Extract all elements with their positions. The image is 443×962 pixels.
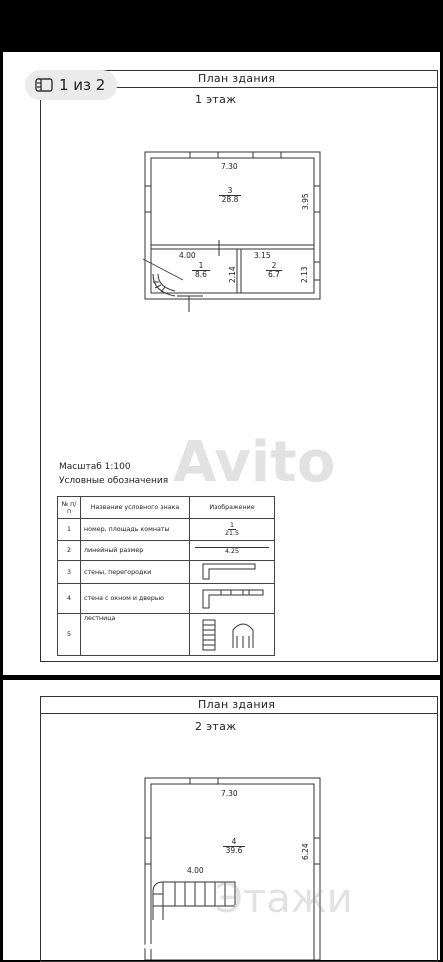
dim-room1-height: 2.14 xyxy=(228,266,237,283)
wall-window-door-symbol xyxy=(193,586,267,610)
wall-symbol xyxy=(193,562,263,580)
etagi-watermark: Этажи xyxy=(215,876,353,922)
photo-counter-text: 1 из 2 xyxy=(59,76,106,94)
avito-watermark: Avito xyxy=(173,430,336,495)
dim-stair-width: 4.00 xyxy=(187,866,204,875)
legend-row-image xyxy=(190,614,275,656)
room-label-1 xyxy=(192,262,210,278)
floor-label: 2 этаж xyxy=(195,720,237,733)
room-label-2 xyxy=(266,262,282,278)
dim-room2-height: 2.13 xyxy=(300,266,309,283)
home-indicator[interactable] xyxy=(144,944,299,949)
legend-row-name: номер, площадь комнаты xyxy=(81,519,190,541)
legend-title: Условные обозначения xyxy=(59,476,169,486)
room-number: 1 xyxy=(192,262,210,271)
room-label-4 xyxy=(223,838,245,854)
legend-row-name: лестница xyxy=(81,614,190,656)
legend-row xyxy=(58,541,275,561)
room-number: 3 xyxy=(219,187,241,196)
legend-row-name: стена с окном и дверью xyxy=(81,584,190,614)
legend-row xyxy=(58,561,275,584)
legend-row xyxy=(58,614,275,656)
dim-top: 7.30 xyxy=(221,789,238,798)
dim-room1-width: 4.00 xyxy=(179,251,196,260)
legend-col-image: Изображение xyxy=(190,497,275,519)
legend-row-no: 2 xyxy=(58,541,81,561)
scale-label: Масштаб 1:100 xyxy=(59,462,131,472)
legend-table xyxy=(57,496,275,656)
room-area: 6.7 xyxy=(268,269,280,279)
room-number: 4 xyxy=(223,838,245,847)
legend-row-no: 1 xyxy=(58,519,81,541)
legend-row-no: 5 xyxy=(58,614,81,656)
room-area: 28.8 xyxy=(221,194,239,204)
legend-row xyxy=(58,584,275,614)
room-number: 2 xyxy=(266,262,282,271)
sheet-header: План здания xyxy=(198,698,276,711)
legend-img-top: 4.25 xyxy=(224,547,240,555)
legend-row-name: стены, перегородки xyxy=(81,561,190,584)
legend-img-bottom: 21.5 xyxy=(224,530,240,537)
sheet-header: План здания xyxy=(198,72,276,85)
gallery-icon xyxy=(35,78,53,92)
legend-row-image xyxy=(190,584,275,614)
dim-room2-width: 3.15 xyxy=(254,251,271,260)
dim-right: 6.24 xyxy=(301,843,310,860)
legend-col-name: Название условного знака xyxy=(81,497,190,519)
plan-sheet-floor-1 xyxy=(3,52,440,675)
legend-img-top: 1 xyxy=(229,522,234,529)
legend-col-no: № п/п xyxy=(58,497,81,519)
photo-counter[interactable] xyxy=(25,70,117,100)
stair-symbol xyxy=(193,616,267,652)
legend-row-name: линейный размер xyxy=(81,541,190,561)
legend-row-image xyxy=(190,561,275,584)
legend-row xyxy=(58,519,275,541)
dim-right-upper: 3.95 xyxy=(301,193,310,210)
dim-top: 7.30 xyxy=(221,162,238,171)
room-area: 8.6 xyxy=(195,269,207,279)
legend-row-image xyxy=(190,541,275,561)
legend-header-row xyxy=(58,497,275,519)
legend-row-no: 4 xyxy=(58,584,81,614)
room-label-3 xyxy=(219,187,241,203)
floor-label: 1 этаж xyxy=(195,93,237,106)
plan-sheet-floor-2 xyxy=(3,680,440,960)
legend-row-no: 3 xyxy=(58,561,81,584)
legend-row-image xyxy=(190,519,275,541)
room-area: 39.6 xyxy=(225,845,243,855)
